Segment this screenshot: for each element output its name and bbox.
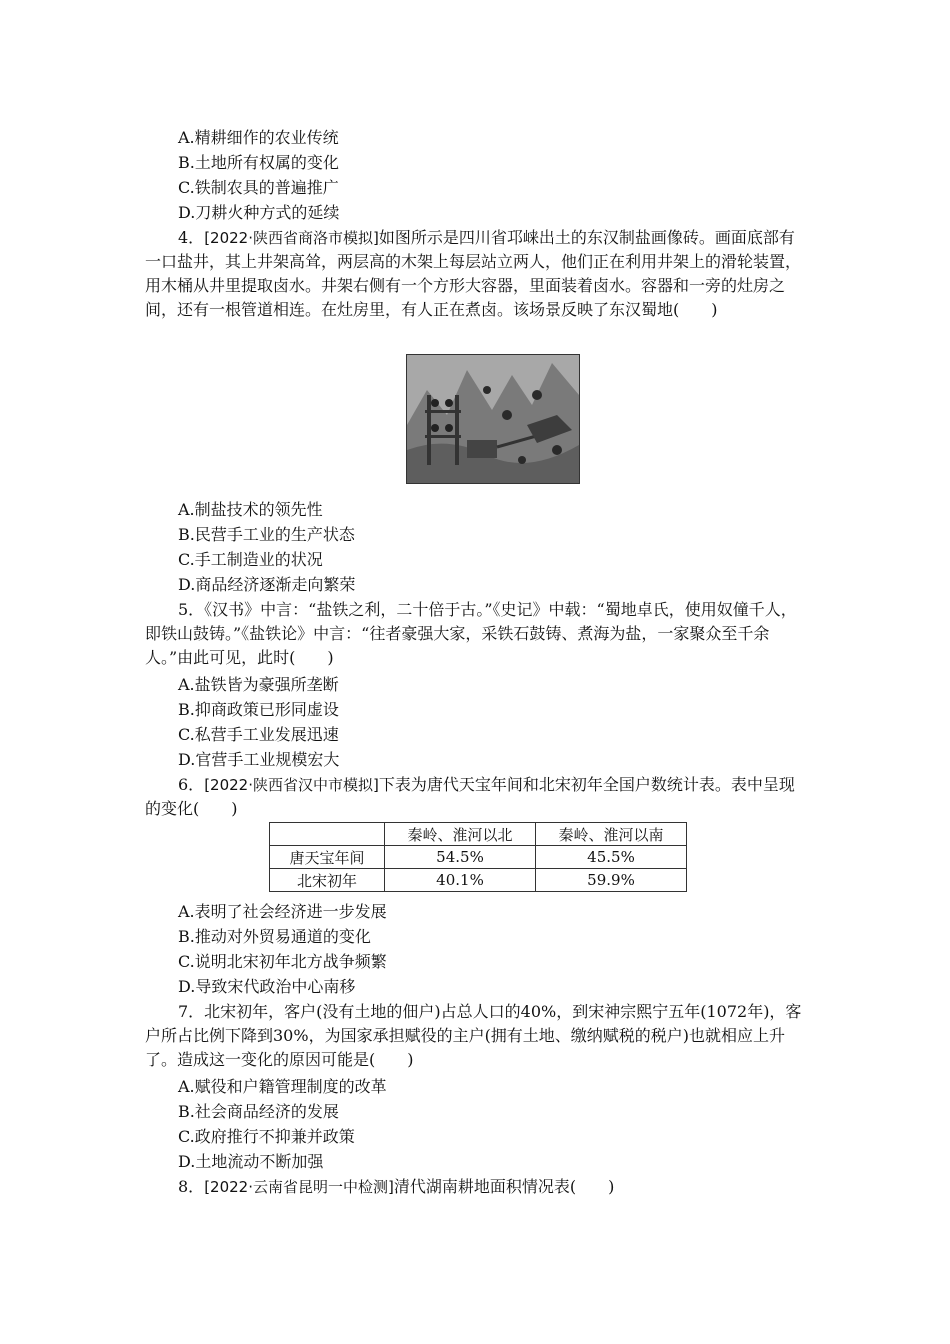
q4-number: 4．	[178, 228, 205, 247]
q4-option-a: A.制盐技术的领先性	[178, 500, 323, 519]
q6-option-d: D.导致宋代政治中心南移	[178, 977, 356, 996]
q4-stem	[145, 226, 805, 322]
q5-option-b: B.抑商政策已形同虚设	[178, 700, 339, 719]
q6-text: 下表为唐代天宝年间和北宋初年全国户数统计表。表中呈现的变化( )	[145, 775, 795, 818]
table-row	[270, 846, 687, 869]
table-cell: 40.1%	[385, 869, 536, 892]
q5-option-a: A.盐铁皆为豪强所垄断	[178, 675, 339, 694]
q4-text: 如图所示是四川省邛崃出土的东汉制盐画像砖。画面底部有一口盐井，其上井架高耸，两层高的木架上每层站立两人，他们正在利用井架上的滑轮装置，用木桶从井里提取卤水。井架右侧有一个方形大容器，里面装着卤水。容器和一旁的灶房之间，还有一根管道相连。在灶房里，有人正在煮卤。该场景反映了东汉蜀地( )	[145, 228, 802, 319]
q6-option-c: C.说明北宋初年北方战争频繁	[178, 952, 387, 971]
q3-option-c: C.铁制农具的普遍推广	[178, 178, 339, 197]
table-cell: 北宋初年	[270, 869, 385, 892]
q7-option-d: D.土地流动不断加强	[178, 1152, 324, 1171]
q6-source: [2022·陕西省汉中市模拟]	[204, 776, 379, 794]
table-cell: 唐天宝年间	[270, 846, 385, 869]
q8-number: 8．	[178, 1177, 205, 1196]
q3-option-d: D.刀耕火种方式的延续	[178, 203, 340, 222]
q6-stem	[145, 773, 805, 821]
table-header-row	[270, 823, 687, 846]
q8-source: [2022·云南省昆明一中检测]	[204, 1178, 394, 1196]
table-cell: 45.5%	[536, 846, 687, 869]
household-stats-table	[269, 822, 687, 892]
table-header-cell: 秦岭、淮河以北	[385, 823, 536, 846]
salt-brick-relief-image	[406, 354, 580, 484]
table-cell: 59.9%	[536, 869, 687, 892]
q4-option-b: B.民营手工业的生产状态	[178, 525, 355, 544]
q7-option-c: C.政府推行不抑兼并政策	[178, 1127, 355, 1146]
q3-option-b: B.土地所有权属的变化	[178, 153, 339, 172]
q6-option-b: B.推动对外贸易通道的变化	[178, 927, 371, 946]
q4-option-d: D.商品经济逐渐走向繁荣	[178, 575, 356, 594]
q6-option-a: A.表明了社会经济进一步发展	[178, 902, 387, 921]
q7-option-a: A.赋役和户籍管理制度的改革	[178, 1077, 387, 1096]
q5-option-c: C.私营手工业发展迅速	[178, 725, 339, 744]
q4-option-c: C.手工制造业的状况	[178, 550, 323, 569]
q3-option-a: A.精耕细作的农业传统	[178, 128, 339, 147]
table-cell: 54.5%	[385, 846, 536, 869]
q8-text: 清代湖南耕地面积情况表( )	[393, 1177, 615, 1196]
table-header-cell	[270, 823, 385, 846]
table-header-cell: 秦岭、淮河以南	[536, 823, 687, 846]
q8-stem	[145, 1175, 805, 1199]
q7-option-b: B.社会商品经济的发展	[178, 1102, 339, 1121]
q4-source: [2022·陕西省商洛市模拟]	[204, 229, 379, 247]
table-row	[270, 869, 687, 892]
q5-option-d: D.官营手工业规模宏大	[178, 750, 340, 769]
q5-stem: 5．《汉书》中言：“盐铁之利，二十倍于古。”《史记》中载：“蜀地卓氏，使用奴僮千人，即铁山鼓铸。”《盐铁论》中言：“往者豪强大家，采铁石鼓铸、煮海为盐，一家聚众至千余人。”由此可见，此时( )	[145, 600, 797, 667]
q7-stem: 7．北宋初年，客户(没有土地的佃户)占总人口的40%，到宋神宗熙宁五年(1072年)，客户所占比例下降到30%，为国家承担赋役的主户(拥有土地、缴纳赋税的税户)也就相应上升了。造成这一变化的原因可能是( )	[145, 1002, 802, 1069]
q6-number: 6．	[178, 775, 205, 794]
